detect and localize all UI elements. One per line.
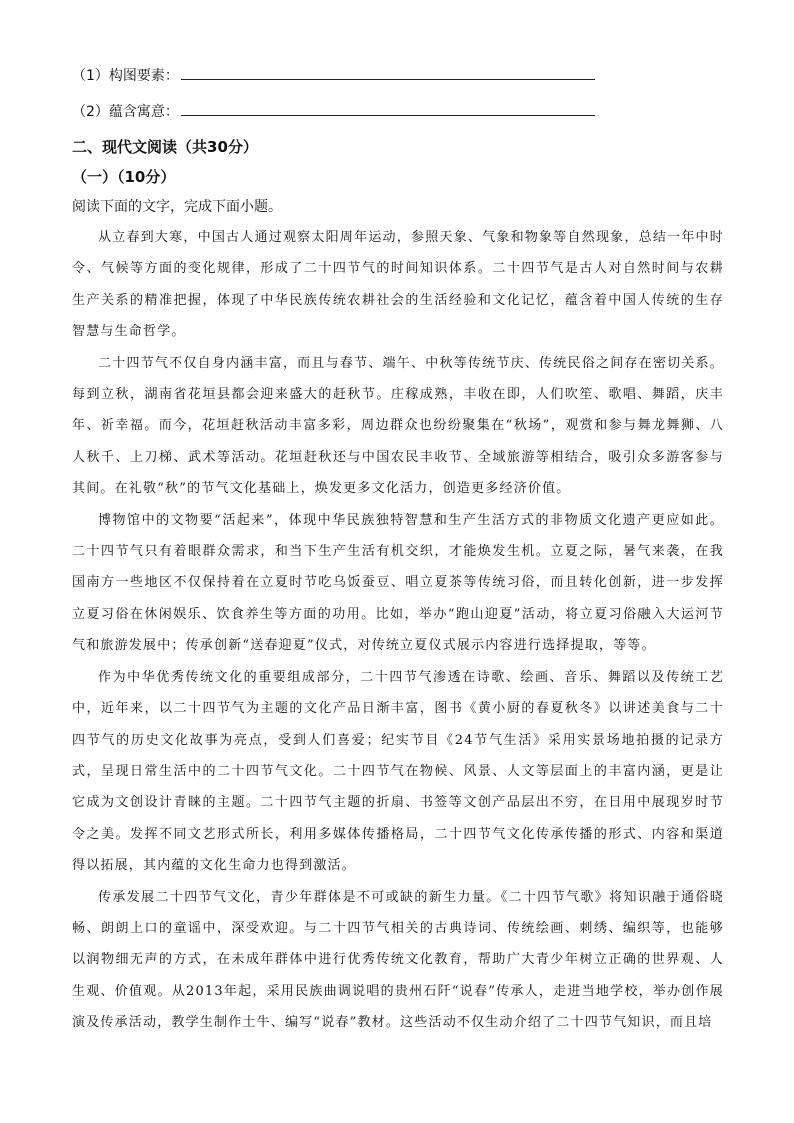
paragraph: 从立春到大寒，中国古人通过观察太阳周年运动，参照天象、气象和物象等自然现象，总结一年中时令、气候等方面的变化规律，形成了二十四节气的时间知识体系。二十四节气是古人对自然时间与农耕生产关系的精准把握，体现了中华民族传统农耕社会的生活经验和文化记忆，蕴含着中国人传统的生存智慧与生命哲学。 [72, 230, 724, 340]
answer-blank[interactable] [181, 97, 595, 116]
instruction-text: 阅读下面的文字，完成下面小题。 [72, 199, 282, 215]
question-label: （2）蕴含寓意： [72, 104, 179, 120]
section-title: 二、现代文阅读（共30分） [72, 138, 258, 156]
document-page [72, 58, 724, 1039]
answer-blank[interactable] [181, 61, 595, 80]
paragraph: 博物馆中的文物要“活起来”，体现中华民族独特智慧和生产生活方式的非物质文化遗产更应如此。二十四节气只有着眼群众需求，和当下生产生活有机交织，才能焕发生机。立夏之际，暑气来袭，在我国南方一些地区不仅保持着在立夏时节吃乌饭蚕豆、唱立夏茶等传统习俗，而且转化创新，进一步发挥立夏习俗在休闲娱乐、饮食养生等方面的功用。比如，举办“跑山迎夏”活动，将立夏习俗融入大运河节气和旅游发展中；传承创新“送春迎夏”仪式，对传统立夏仪式展示内容进行选择提取，等等。 [72, 512, 724, 654]
paragraph: 传承发展二十四节气文化，青少年群体是不可或缺的新生力量。《二十四节气歌》将知识融于通俗晓畅、朗朗上口的童谣中，深受欢迎。与二十四节气相关的古典诗词、传统绘画、刺绣、编织等，也能够以润物细无声的方式，在未成年群体中进行优秀传统文化教育，帮助广大青少年树立正确的世界观、人生观、价值观。从2013年起，采用民族曲调说唱的贵州石阡“说春”传承人，走进当地学校，举办创作展演及传承活动，教学生制作土牛、编写“说春”教材。这些活动不仅生动介绍了二十四节气知识，而且培 [72, 889, 724, 1031]
paragraph: 作为中华优秀传统文化的重要组成部分，二十四节气渗透在诗歌、绘画、音乐、舞蹈以及传统工艺中，近年来，以二十四节气为主题的文化产品日渐丰富，图书《黄小厨的春夏秋冬》以讲述美食与二十四节气的历史文化故事为亮点，受到人们喜爱；纪实节目《24节气生活》采用实景场地拍摄的记录方式，呈现日常生活中的二十四节气文化。二十四节气在物候、风景、人文等层面上的丰富内涵，更是让它成为文创设计青睐的主题。二十四节气主题的折扇、书签等文创产品层出不穷，在日用中展现岁时节令之美。发挥不同文艺形式所长，利用多媒体传播格局，二十四节气文化传承传播的形式、内容和渠道得以拓展，其内蕴的文化生命力也得到激活。 [72, 669, 724, 874]
question-line-1 [72, 58, 724, 94]
question-label: （1）构图要素： [72, 68, 179, 84]
paragraph: 二十四节气不仅自身内涵丰富，而且与春节、端午、中秋等传统节庆、传统民俗之间存在密切关系。每到立秋，湖南省花垣县都会迎来盛大的赶秋节。庄稼成熟，丰收在即，人们吹笙、歌唱、舞蹈，庆丰年、祈幸福。而今，花垣赶秋活动丰富多彩，周边群众也纷纷聚集在“秋场”，观赏和参与舞龙舞狮、八人秋千、上刀梯、武术等活动。花垣赶秋还与中国农民丰收节、全域旅游等相结合，吸引众多游客参与其间。在礼敬“秋”的节气文化基础上，焕发更多文化活力，创造更多经济价值。 [72, 355, 724, 497]
subsection-title: （一）（10分） [72, 168, 176, 186]
question-line-2 [72, 94, 724, 130]
